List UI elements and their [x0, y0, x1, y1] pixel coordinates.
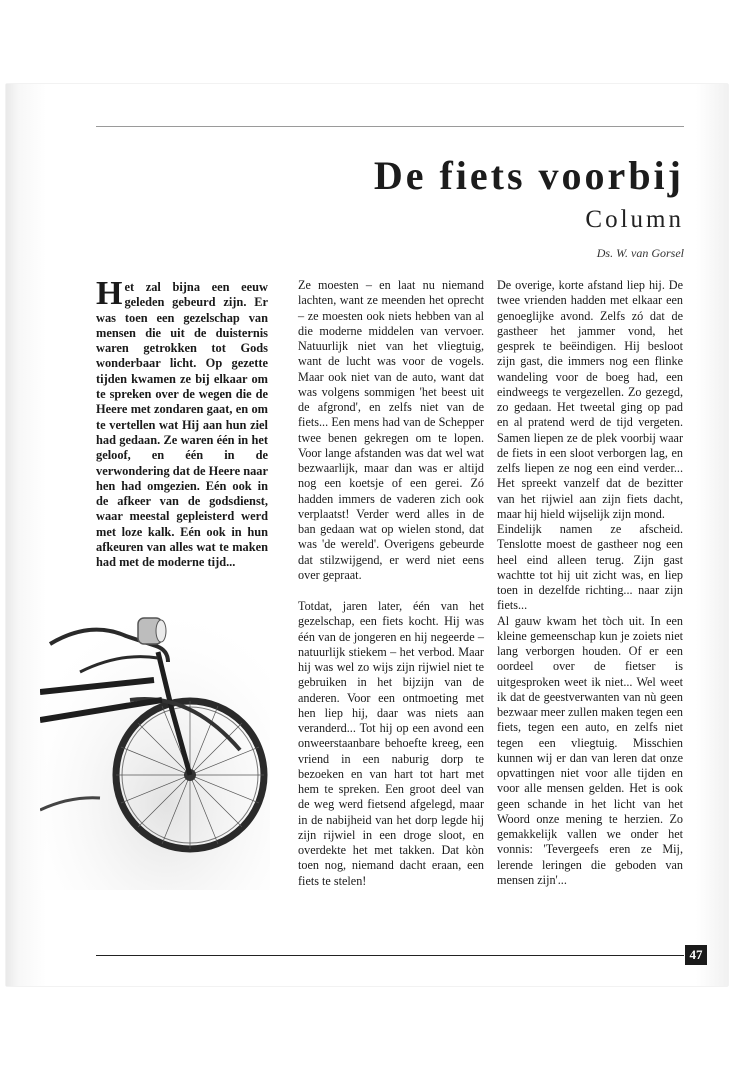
article-author: Ds. W. van Gorsel — [596, 246, 684, 260]
paragraph: De overige, korte afstand liep hij. De twee vrienden hadden met elkaar een genoeglijke avond. Zelfs zó dat de gastheer het jammer vond, het gesprek te beëindigen. Hij besloot zijn gast, die immers nog een flinke wandeling voor de boeg had, een eindweegs te vergezellen. Zo gezegd, zo gedaan. Het tweetal ging op pad en al pratend werd de tijd vergeten. Samen liepen ze de plek voorbij waar de fiets in een sloot verborgen lag, en zelfs liepen ze nog een eind verder... Het spreekt vanzelf dat de bezitter van het rijwiel aan zijn fiets dacht, maar hij hield wijselijk zijn mond. — [497, 278, 683, 521]
article-column-2 — [298, 278, 484, 889]
footer-rule — [96, 955, 684, 956]
drop-cap: H — [96, 275, 123, 312]
paragraph: Eindelijk namen ze afscheid. Tenslotte moest de gastheer nog een heel eind alleen terug. Zijn gast wachtte tot hij uit zicht was, en liep toen in dezelfde richting... naar zijn fiets... — [497, 522, 683, 613]
article-intro — [96, 275, 268, 571]
paragraph: Totdat, jaren later, één van het gezelschap, een fiets kocht. Hij was één van de jongeren en hij negeerde – natuurlijk stiekem – het verbod. Maar hij was wel zo wijs zijn rijwiel niet te gebruiken in het bijzijn van de anderen. Voor een ontmoeting met hen liep hij, daar was niets aan veranderd... Tot hij op een avond een onweerstaanbare behoefte kreeg, een vriend in een naburig dorp te bezoeken en van hart tot hart met hem te spreken. Een groot deel van de weg werd fietsend afgelegd, maar in de nabijheid van het dorp legde hij zijn rijwiel in een droge sloot, en overdekte het met takken. Dat kòn toen nog, niemand dacht eraan, een fiets te stelen! — [298, 599, 484, 888]
article-column-3 — [497, 278, 683, 888]
bicycle-icon — [40, 600, 270, 890]
article-section-label: Column — [585, 206, 684, 233]
page-number: 47 — [685, 945, 707, 965]
header-rule — [96, 126, 684, 127]
article-title: De fiets voorbij — [373, 153, 684, 198]
intro-text: et zal bijna een eeuw geleden gebeurd zijn. Er was toen een gezelschap van mensen die uit de duisternis waren getrokken tot Gods wonderbaar licht. Op gezette tijden kwamen ze bij elkaar om te spreken over de wegen die de Heere met zondaren gaat, en om te vertellen wat Hij aan hun ziel had gedaan. Ze waren één in het geloof, en één in de verwondering dat de Heere naar hen had omgezien. Eén ook in de afkeer van de godsdienst, waar meestal gepleisterd werd met loze kalk. Eén ook in hun afkeuren van alles wat te maken had met de moderne tijd... — [96, 280, 268, 570]
paragraph: Ze moesten – en laat nu niemand lachten, want ze meenden het oprecht – ze moesten ook niets hebben van al die moderne middelen van vervoer. Natuurlijk niet van het vliegtuig, want de lucht was voor de vogels. Maar ook niet van de auto, want dat was volgens sommigen 'het beest uit de afgrond', en zelfs niet van de fiets... Een mens had van de Schepper twee benen gekregen om te lopen. Voor lange afstanden was dat wel wat bezwaarlijk, maar dan was er altijd nog een koetsje of een gerei. Zó hadden immers de vaderen zich ook verplaatst! Verder werd alles in de ban gedaan wat op wielen stond, dat was 'de wereld'. Overigens gebeurde dat stilzwijgend, er werd niet eens over gepraat. — [298, 278, 484, 582]
paragraph: Al gauw kwam het tòch uit. In een kleine gemeenschap kun je zoiets niet lang verborgen houden. Of er een oordeel over de fietser is uitgesproken weet ik niet... Wel weet ik dat de geestverwanten van nù geen bezwaar meer zullen maken tegen een fiets, tegen een auto, en zelfs niet tegen een vliegtuig. Misschien kunnen wij er dan van leren dat onze opvattingen niet voor alle tijden en voor alle mensen gelden. Het is ook geen schande in het licht van het Woord onze mening te herzien. Zo gemakkelijk vallen we onder het vonnis: 'Tevergeefs eren ze Mij, lerende leringen die geboden van mensen zijn'... — [497, 613, 683, 887]
